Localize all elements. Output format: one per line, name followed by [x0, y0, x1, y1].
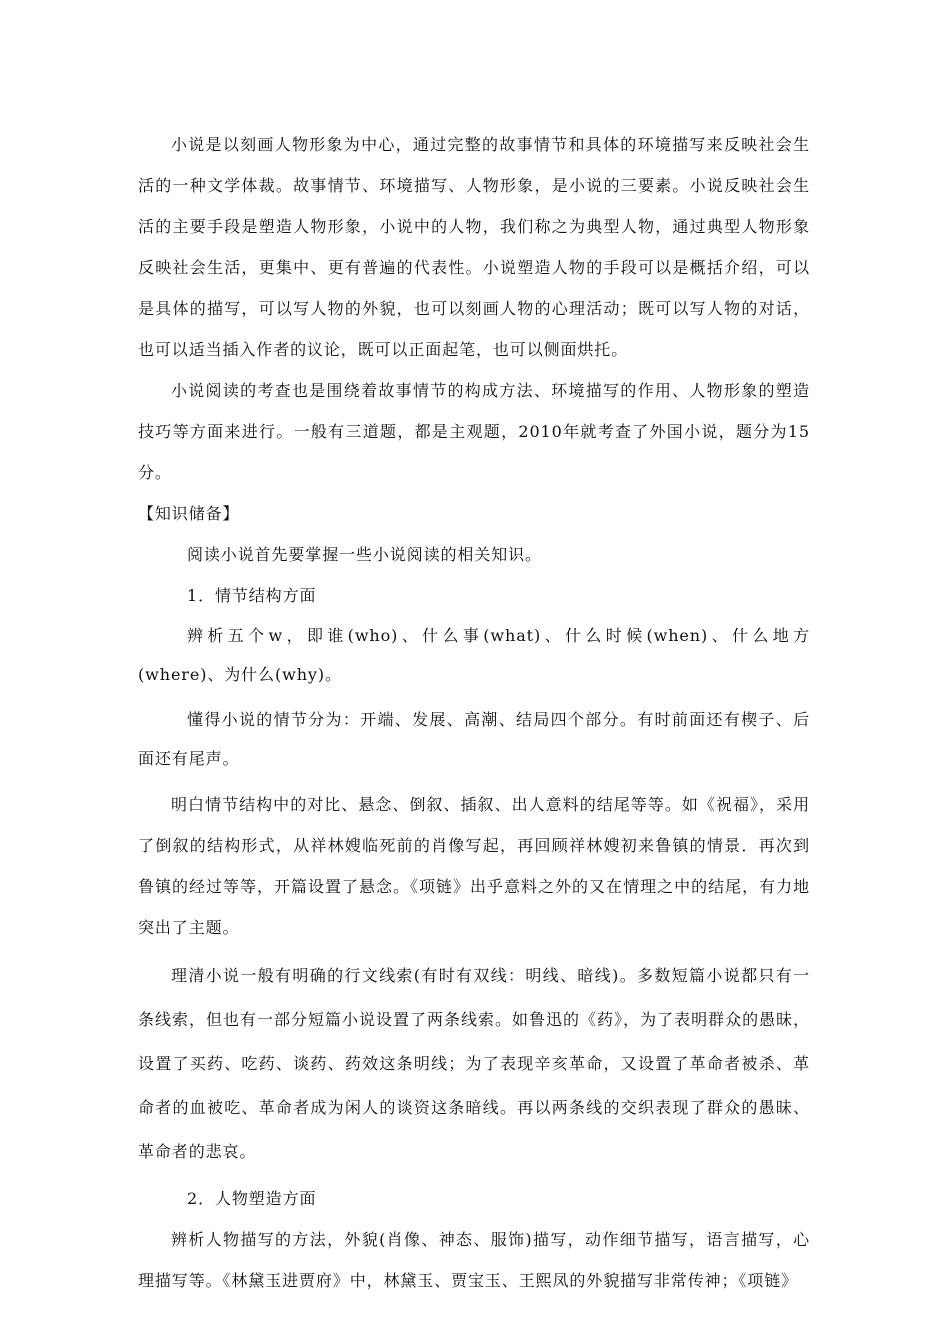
paragraph-five-w: 辨析五个w，即谁(who)、什么事(what)、什么时候(when)、什么地方(where)、为什么(why)。 — [138, 626, 810, 684]
paragraph-plot-techniques: 明白情节结构中的对比、悬念、倒叙、插叙、出人意料的结尾等等。如《祝福》，采用了倒叙的结构形式，从祥林嫂临死前的肖像写起，再回顾祥林嫂初来鲁镇的情景．再次到鲁镇的经过等等，开篇设置了悬念。《项链》出乎意料之外的又在情理之中的结尾，有力地突出了主题。 — [138, 795, 810, 937]
section-heading-knowledge: 【知识储备】 — [138, 504, 240, 523]
paragraph-plot-parts: 懂得小说的情节分为：开端、发展、高潮、结局四个部分。有时前面还有楔子、后面还有尾声。 — [138, 710, 810, 768]
subheading-plot-structure: 1．情节结构方面 — [187, 586, 317, 605]
document-page — [138, 124, 810, 1301]
paragraph-character-description: 辨析人物描写的方法，外貌(肖像、神态、服饰)描写，动作细节描写，语言描写，心理描写等。《林黛玉进贾府》中，林黛玉、贾宝玉、王熙凤的外貌描写非常传神；《项链》 — [138, 1230, 810, 1290]
knowledge-intro: 阅读小说首先要掌握一些小说阅读的相关知识。 — [187, 545, 542, 564]
intro-paragraph: 小说是以刻画人物形象为中心，通过完整的故事情节和具体的环境描写来反映社会生活的一种文学体裁。故事情节、环境描写、人物形象，是小说的三要素。小说反映社会生活的主要手段是塑造人物形象，小说中的人物，我们称之为典型人物，通过典型人物形象反映社会生活，更集中、更有普遍的代表性。小说塑造人物的手段可以是概括介绍，可以是具体的描写，可以写人物的外貌，也可以刻画人物的心理活动；既可以写人物的对话，也可以适当插入作者的议论，既可以正面起笔，也可以侧面烘托。 — [138, 135, 810, 359]
subheading-character: 2．人物塑造方面 — [187, 1189, 317, 1208]
paragraph-clue-lines: 理清小说一般有明确的行文线索(有时有双线：明线、暗线)。多数短篇小说都只有一条线索，但也有一部分短篇小说设置了两条线索。如鲁迅的《药》，为了表明群众的愚昧，设置了买药、吃药、谈药、药效这条明线；为了表现辛亥革命，又设置了革命者被杀、革命者的血被吃、革命者成为闲人的谈资这条暗线。再以两条线的交织表现了群众的愚昧、革命者的悲哀。 — [138, 966, 810, 1161]
exam-paragraph: 小说阅读的考查也是围绕着故事情节的构成方法、环境描写的作用、人物形象的塑造技巧等方面来进行。一般有三道题，都是主观题，2010年就考查了外国小说，题分为15分。 — [138, 381, 810, 482]
